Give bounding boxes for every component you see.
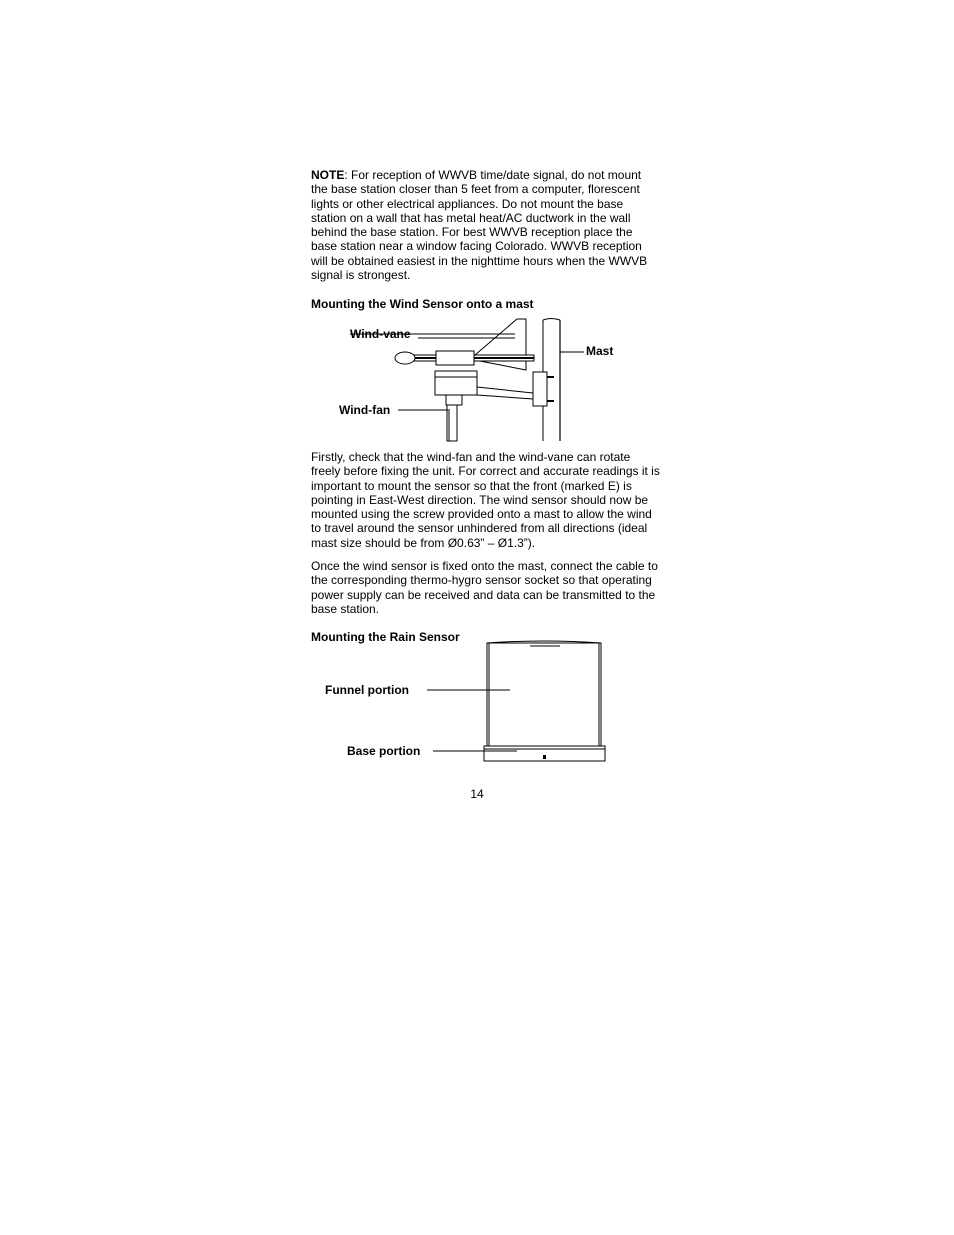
wind-sensor-diagram xyxy=(330,315,630,447)
note-text: : For reception of WWVB time/date signal, do not mount the base station closer than 5 feet from a computer, florescent lights or other electrical appliances. Do not mount the base station on a wall that has metal heat/AC ductwork in the wall behind the base station. For best WWVB reception place the base station near a window facing Colorado. WWVB reception will be obtained easiest in the nighttime hours when the WWVB signal is strongest. xyxy=(311,168,648,283)
page-number: 14 xyxy=(470,787,484,801)
base-portion-label: Base portion xyxy=(347,744,421,758)
rain-sensor-heading: Mounting the Rain Sensor xyxy=(311,630,460,644)
wind-paragraph-1: Firstly, check that the wind-fan and the wind-vane can rotate freely before fixing the unit. For correct and accurate readings it is important to mount the sensor so that the front (marked E) is pointing in East-West direction. The wind sensor should now be mounted using the screw provided onto a mast to allow the wind to travel around the sensor unhindered from all directions (ideal mast size should be from Ø0.63” – Ø1.3”). xyxy=(311,450,660,550)
mast-illustration xyxy=(543,319,584,442)
note-label: NOTE xyxy=(311,168,345,182)
wind-fan-illustration xyxy=(446,395,462,441)
funnel-illustration xyxy=(487,641,601,746)
rain-sensor-diagram xyxy=(320,636,620,766)
wind-paragraph-2: Once the wind sensor is fixed onto the mast, connect the cable to the corresponding thermo-hygro sensor socket so that operating power supply can be received and data can be transmitted to the base station. xyxy=(311,559,658,616)
wind-vane-label: Wind-vane xyxy=(350,327,411,341)
wind-sensor-heading: Mounting the Wind Sensor onto a mast xyxy=(311,297,534,311)
note-paragraph xyxy=(311,168,661,282)
wind-fan-label: Wind-fan xyxy=(339,403,391,417)
funnel-portion-label: Funnel portion xyxy=(325,683,409,697)
mast-label: Mast xyxy=(586,344,614,358)
base-illustration xyxy=(484,746,605,761)
